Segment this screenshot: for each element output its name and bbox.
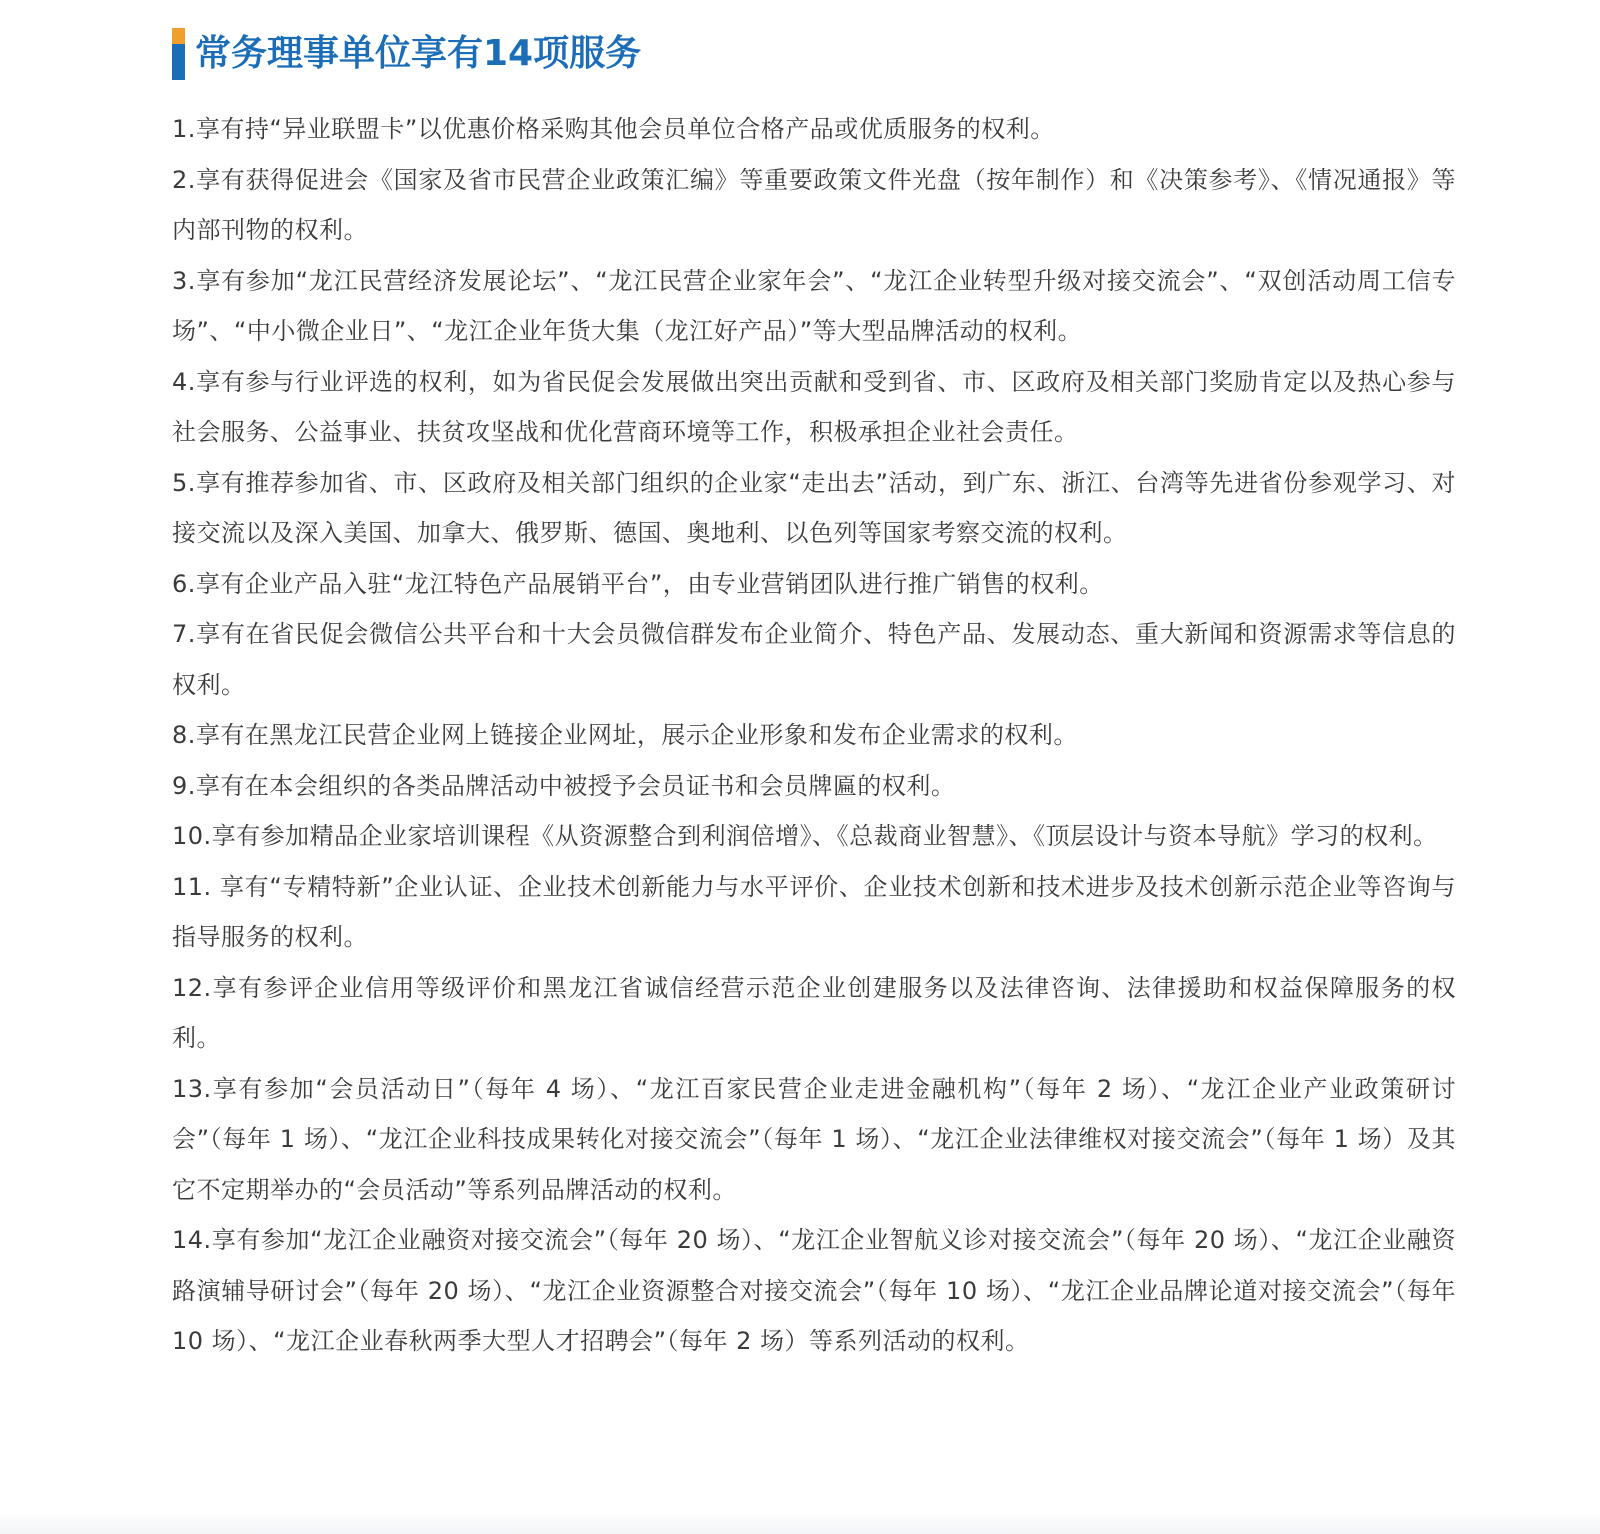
service-item-13: 13.享有参加“会员活动日”（每年 4 场）、“龙江百家民营企业走进金融机构”（每年 2 场）、“龙江企业产业政策研讨会”（每年 1 场）、“龙江企业科技成果转化对接交流会”（每年 1 场）、“龙江企业法律维权对接交流会”（每年 1 场）及其它不定期举办的“会员活动”等系列品牌活动的权利。 (172, 1074, 1456, 1204)
section-heading (172, 20, 641, 80)
service-item-6: 6.享有企业产品入驻“龙江特色产品展销平台”，由专业营销团队进行推广销售的权利。 (172, 569, 1104, 598)
service-item-8: 8.享有在黑龙江民营企业网上链接企业网址，展示企业形象和发布企业需求的权利。 (172, 721, 1078, 749)
service-item-7: 7.享有在省民促会微信公共平台和十大会员微信群发布企业简介、特色产品、发展动态、重大新闻和资源需求等信息的权利。 (172, 620, 1456, 699)
service-item-10: 10.享有参加精品企业家培训课程《从资源整合到利润倍增》、《总裁商业智慧》、《顶层设计与资本导航》学习的权利。 (172, 822, 1438, 850)
service-list (172, 104, 1456, 1367)
service-item-11: 11. 享有“专精特新”企业认证、企业技术创新能力与水平评价、企业技术创新和技术进步及技术创新示范企业等咨询与指导服务的权利。 (172, 872, 1456, 951)
service-item-5: 5.享有推荐参加省、市、区政府及相关部门组织的企业家“走出去”活动，到广东、浙江、台湾等先进省份参观学习、对接交流以及深入美国、加拿大、俄罗斯、德国、奥地利、以色列等国家考察交流的权利。 (172, 468, 1456, 547)
heading-marker-accent (172, 28, 185, 44)
service-item-14: 14.享有参加“龙江企业融资对接交流会”（每年 20 场）、“龙江企业智航义诊对接交流会”（每年 20 场）、“龙江企业融资路演辅导研讨会”（每年 20 场）、“龙江企业资源整合对接交流会”（每年 10 场）、“龙江企业品牌论道对接交流会”（每年 10 场）、“龙江企业春秋两季大型人才招聘会”（每年 2 场）等系列活动的权利。 (172, 1226, 1456, 1355)
service-item-4: 4.享有参与行业评选的权利，如为省民促会发展做出突出贡献和受到省、市、区政府及相关部门奖励肯定以及热心参与社会服务、公益事业、扶贫攻坚战和优化营商环境等工作，积极承担企业社会责任。 (172, 367, 1456, 446)
service-item-2: 2.享有获得促进会《国家及省市民营企业政策汇编》等重要政策文件光盘（按年制作）和《决策参考》、《情况通报》等内部刊物的权利。 (172, 165, 1456, 244)
bottom-shadow-divider (0, 1512, 1600, 1534)
service-item-9: 9.享有在本会组织的各类品牌活动中被授予会员证书和会员牌匾的权利。 (172, 771, 956, 800)
service-item-1: 1.享有持“异业联盟卡”以优惠价格采购其他会员单位合格产品或优质服务的权利。 (172, 115, 1055, 143)
page-title: 常务理事单位享有14项服务 (195, 33, 642, 74)
service-item-3: 3.享有参加“龙江民营经济发展论坛”、“龙江民营企业家年会”、“龙江企业转型升级对接交流会”、“双创活动周工信专场”、“中小微企业日”、“龙江企业年货大集（龙江好产品）”等大型品牌活动的权利。 (172, 266, 1456, 345)
service-item-12: 12.享有参评企业信用等级评价和黑龙江省诚信经营示范企业创建服务以及法律咨询、法律援助和权益保障服务的权利。 (172, 973, 1456, 1052)
heading-marker-bar (172, 28, 185, 80)
